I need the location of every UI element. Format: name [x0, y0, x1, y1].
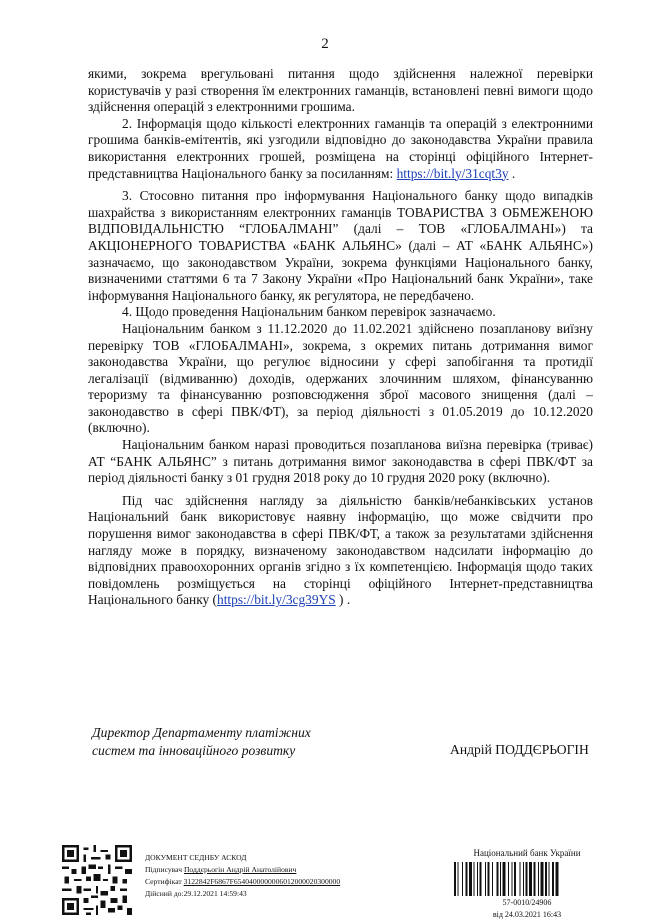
paragraph-fraud-info: 3. Стосовно питання про інформування Національного банку щодо випадків шахрайства з використанням електронних гаманців ТОВАРИСТВА З ОБМЕЖЕНОЮ ВІДПОВІДАЛЬНІСТЮ “ГЛОБАЛМАНІ” (далі – ТОВ «ГЛОБАЛМАНІ») та АКЦІОНЕРНОГО ТОВАРИСТВА «БАНК АЛЬЯНС» (далі – АТ «БАНК АЛЬЯНС») зазначаємо, що законодавством України, зокрема функціями Національного банку, визначеними статтями 6 та 7 Закону України «Про Національний банк України», таке інформування Національного банку, як регулятора, не передбачено.: [88, 188, 593, 303]
registration-number: 57-0010/24906: [502, 898, 552, 907]
stamp-valid: [145, 888, 340, 900]
paragraph-bank-alliance-inspection: Національним банком наразі проводиться позапланова виїзна перевірка (триває) АТ “БАНК АЛЬЯНС” з питань дотримання вимог законодавства в сфері ПВК/ФТ за період діяльності банку з 01 грудня 2018 року до 10 грудня 2020 року (включно).: [88, 437, 593, 486]
bitly-link-messages[interactable]: https://bit.ly/3cg39YS: [217, 592, 336, 608]
paragraph-text: 2. Інформація щодо кількості електронних гаманців та операцій з електронними грошима банків-емітентів, які узгодили відповідно до законодавства України правила використання електронних грошей, розміщена на сторінці офіційного Інтернет-представництва Національного банку за посиланням:: [88, 115, 593, 181]
paragraph-e-wallets-info: [88, 116, 593, 182]
position-line-1: Директор Департаменту платіжних: [92, 725, 311, 740]
valid-value: 29.12.2021 14:59:43: [183, 889, 247, 898]
stamp-certificate: [145, 876, 340, 888]
cert-label: Сертифікат: [145, 877, 182, 886]
bitly-link-wallets[interactable]: https://bit.ly/31cqt3y: [396, 165, 509, 181]
qr-code-icon: [62, 845, 132, 915]
cert-value: 3122842F6867F6540400000006012000020300000: [183, 877, 341, 886]
signer-value: Поддєрьогін Андрій Анатолійович: [183, 865, 297, 874]
barcode-icon: [452, 862, 602, 896]
registration-date: від 24.03.2021 16:43: [492, 910, 562, 919]
paragraph-tail: ) .: [335, 592, 351, 608]
stamp-signer: [145, 864, 340, 876]
letter-body: [88, 66, 593, 609]
signer-label: Підписувач: [145, 865, 183, 874]
registration-bank: Національний банк України: [473, 848, 581, 858]
paragraph-text: Під час здійснення нагляду за діяльністю банків/небанківських установ Національний банк використовує наявну інформацію, що може свідчити про порушення вимог законодавства в сфері ПВК/ФТ, а також за результатами здійснення нагляду може в порядку, визначеному законодавством надсилати інформацію до відповідних правоохоронних органів згідно з їх компетенцією. Інформація щодо таких повідомлень розміщується на сторінці офіційного Інтернет-представництва Національного банку (: [88, 492, 593, 608]
paragraph-continuation: якими, зокрема врегульовані питання щодо здійснення належної перевірки користувачів у разі створення їм електронних гаманців, встановлені певні вимоги щодо здійснення операцій з електронними грошима.: [88, 66, 593, 115]
paragraph-supervision: [88, 493, 593, 609]
electronic-signature-stamp: [145, 852, 340, 900]
signature-position: [92, 724, 311, 760]
registration-block: [452, 848, 602, 920]
paragraph-globalmoney-inspection: Національним банком з 11.12.2020 до 11.02.2021 здійснено позапланову виїзну перевірку ТОВ «ГЛОБАЛМАНІ», зокрема, з окремих питань дотримання вимог законодавства України, що регулює відносини у сфері запобігання та протидії легалізації (відмиванню) доходів, одержаних злочинним шляхом, фінансуванню тероризму та фінансуванню розповсюдження зброї масового знищення (далі – законодавство в сфері ПВК/ФТ), за період діяльності з 01.05.2019 до 10.12.2020 (включно).: [88, 320, 593, 436]
stamp-title: ДОКУМЕНТ СЕДНБУ АСКОД: [145, 853, 247, 862]
paragraph-tail: .: [508, 165, 516, 181]
page-number: 2: [321, 36, 329, 52]
paragraph-inspections-heading: 4. Щодо проведення Національним банком перевірок зазначаємо.: [122, 304, 496, 320]
valid-label: Дійсний до:: [145, 889, 184, 898]
position-line-2: систем та інноваційного розвитку: [92, 743, 296, 758]
signer-name: Андрій ПОДДЄРЬОГІН: [450, 742, 589, 757]
